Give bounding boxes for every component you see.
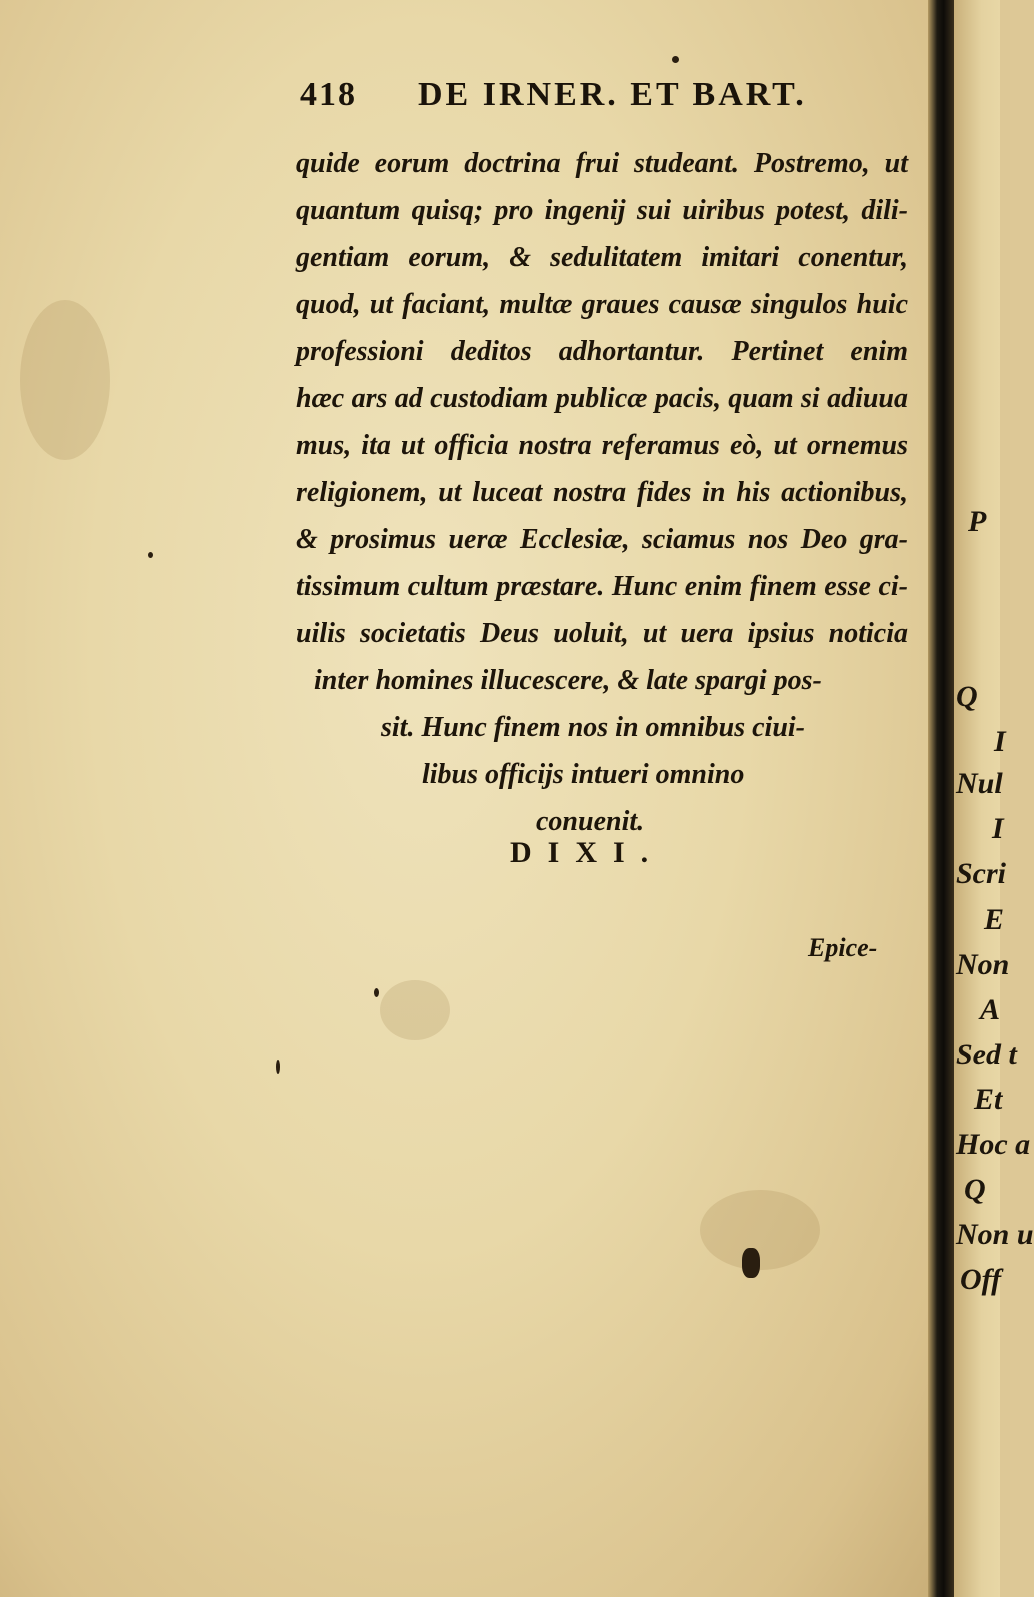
facing-page-fragment: Off xyxy=(960,1263,1002,1296)
text-line: professioni deditos adhortantur. Pertinet enim xyxy=(296,336,908,367)
text-line: gentiam eorum, & sedulitatem imitari conentur, xyxy=(296,242,908,273)
facing-page-fragment: Sed t xyxy=(956,1038,1017,1071)
folio-number: 418 xyxy=(300,76,357,113)
ink-speck xyxy=(276,1060,280,1074)
ink-speck xyxy=(374,988,379,997)
facing-page-fragment: Non u xyxy=(956,1218,1034,1251)
facing-page-fragment: Q xyxy=(964,1173,986,1206)
facing-page-fragment: E xyxy=(984,903,1005,936)
facing-page-fragment: Hoc a xyxy=(956,1128,1031,1161)
text-line: quod, ut faciant, multæ graues causæ singulos huic xyxy=(296,289,908,320)
text-line: mus, ita ut officia nostra referamus eò, ut ornemus xyxy=(296,430,908,461)
book-gutter xyxy=(928,0,954,1597)
facing-page-fragment: I xyxy=(992,812,1004,845)
text-line: & prosimus ueræ Ecclesiæ, sciamus nos Deo gra- xyxy=(296,524,908,555)
text-line: conuenit. xyxy=(536,806,645,837)
text-line: religionem, ut luceat nostra fides in his actionibus, xyxy=(296,477,908,508)
text-line: quantum quisq; pro ingenij sui uiribus potest, dili- xyxy=(296,195,908,226)
ink-speck xyxy=(672,56,679,63)
ink-speck xyxy=(148,552,153,558)
facing-page-fragment: P xyxy=(968,505,987,538)
facing-page-edge xyxy=(954,0,1034,1597)
text-line: sit. Hunc finem nos in omnibus ciui- xyxy=(381,712,805,743)
page-header xyxy=(300,76,880,126)
catchword: Epice- xyxy=(808,933,878,962)
paper-stain xyxy=(20,300,110,460)
facing-page-fragment: Q xyxy=(956,680,978,713)
ink-blot xyxy=(742,1248,760,1278)
paper-stain xyxy=(380,980,450,1040)
facing-page-fragment: Et xyxy=(974,1083,1003,1116)
facing-page-fragment: A xyxy=(980,993,1001,1026)
text-line: uilis societatis Deus uoluit, ut uera ipsius noticia xyxy=(296,618,908,649)
body-text xyxy=(296,140,908,845)
text-line: hæc ars ad custodiam publicæ pacis, quam si adiuua xyxy=(296,383,908,414)
facing-page-fragment: Scri xyxy=(956,857,1007,890)
facing-page-fragment: Nul xyxy=(956,767,1003,800)
closing-word: DIXI. xyxy=(510,836,665,869)
running-title: DE IRNER. ET BART. xyxy=(418,76,807,113)
facing-page-fragment: Non xyxy=(956,948,1010,981)
text-line: quide eorum doctrina frui studeant. Postremo, ut xyxy=(296,148,908,179)
text-line: tissimum cultum præstare. Hunc enim finem esse ci- xyxy=(296,571,908,602)
text-line: inter homines illucescere, & late spargi pos- xyxy=(314,665,822,696)
text-line: libus officijs intueri omnino xyxy=(422,759,745,790)
paper-stain xyxy=(700,1190,820,1270)
facing-page-fragment: I xyxy=(994,725,1006,758)
